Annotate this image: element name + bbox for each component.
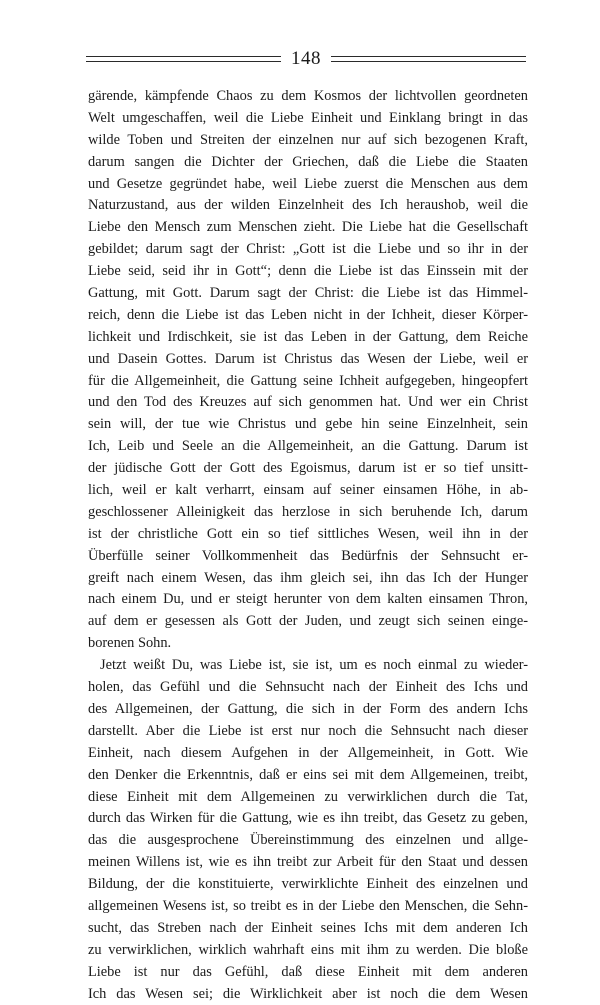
text-line: gebildet; darum sagt der Christ: „Gott ist die Liebe und so ihr in der <box>88 241 528 258</box>
text-line: lich, weil er kalt verharrt, einsam auf seiner einsamen Höhe, in ab- <box>88 482 528 499</box>
text-line: ist der christliche Gott ein so tief sittliches Wesen, weil ihn in der <box>88 525 528 542</box>
page-number: 148 <box>291 48 321 69</box>
text-line: Welt umgeschaffen, weil die Liebe Einheit und Einklang bringt in das <box>88 109 528 126</box>
text-line: Bildung, der die konstituierte, verwirklichte Einheit des einzelnen und <box>88 876 528 893</box>
text-line: Liebe ist nur das Gefühl, daß diese Einheit mit dem anderen <box>88 963 528 980</box>
text-line: Ich das Wesen sei; die Wirklichkeit aber ist noch die dem Wesen <box>88 985 528 1002</box>
text-line: Naturzustand, aus der wilden Einzelnheit des Ich heraushob, weil die <box>88 197 528 214</box>
text-line: Liebe den Mensch zum Menschen zieht. Die Liebe hat die Gesellschaft <box>88 219 528 236</box>
text-line: wilde Toben und Streiten der einzelnen nur auf sich bezogenen Kraft, <box>88 131 528 148</box>
text-line: für die Allgemeinheit, die Gattung seine Ichheit aufgegeben, hingeopfert <box>88 372 528 389</box>
text-line: Gattung, mit Gott. Darum sagt der Christ: die Liebe ist das Himmel- <box>88 285 528 302</box>
text-line: greift nach einem Wesen, das ihm gleich sei, ihn das Ich der Hunger <box>88 569 528 586</box>
text-line: meinen Willens ist, wie es ihn treibt zur Arbeit für den Staat und dessen <box>88 854 528 871</box>
text-line: Liebe seid, seid ihr in Gott“; denn die Liebe ist das Einssein mit der <box>88 263 528 280</box>
text-line: reich, denn die Liebe ist das Leben nicht in der Ichheit, dieser Körper- <box>88 306 528 323</box>
header-rule-left <box>86 56 281 62</box>
text-line: holen, das Gefühl und die Sehnsucht nach der Einheit des Ichs und <box>88 679 528 696</box>
text-line: und Gesetze gegründet habe, weil Liebe zuerst die Menschen aus dem <box>88 175 528 192</box>
text-line: der jüdische Gott der Gott des Egoismus, darum ist er so tief unsitt- <box>88 460 528 477</box>
text-line: sucht, das Streben nach der Einheit seines Ichs mit dem anderen Ich <box>88 919 528 936</box>
text-line: sein will, der tue wie Christus und gebe hin seine Einzelnheit, sein <box>88 416 528 433</box>
text-line: und den Tod des Kreuzes auf sich genommen hat. Und wer ein Christ <box>88 394 528 411</box>
text-line: Jetzt weißt Du, was Liebe ist, sie ist, um es noch einmal zu wieder- <box>100 657 528 674</box>
text-line: Einheit, nach diesem Aufgehen in der Allgemeinheit, in Gott. Wie <box>88 744 528 761</box>
text-line: darstellt. Aber die Liebe ist erst nur noch die Sehnsucht nach dieser <box>88 722 528 739</box>
text-line: Ich, Leib und Seele an die Allgemeinheit, an die Gattung. Darum ist <box>88 438 528 455</box>
text-line: und Dasein Gottes. Darum ist Christus das Wesen der Liebe, weil er <box>88 350 528 367</box>
text-line: borenen Sohn. <box>88 635 172 652</box>
text-line: auf dem er gesessen als Gott der Juden, und zeugt sich seinen einge- <box>88 613 528 630</box>
text-line: geschlossener Alleinigkeit das herzlose in sich beruhende Ich, darum <box>88 503 528 520</box>
text-line: lichkeit und Irdischkeit, sie ist das Leben in der Gattung, dem Reiche <box>88 328 528 345</box>
text-line: das die ausgesprochene Übereinstimmung des einzelnen und allge- <box>88 832 528 849</box>
text-line: gärende, kämpfende Chaos zu dem Kosmos der lichtvollen geordneten <box>88 88 528 104</box>
text-line: allgemeinen Wesens ist, so treibt es in der Liebe den Menschen, die Sehn- <box>88 897 528 914</box>
text-line: nach einem Du, und er steigt herunter von dem kalten einsamen Thron, <box>88 591 528 608</box>
header-rule-right <box>331 56 526 62</box>
text-line: den Denker die Erkenntnis, daß er eins sei mit dem Allgemeinen, treibt, <box>88 766 528 783</box>
page-header <box>86 44 526 74</box>
text-line: des Allgemeinen, der Gattung, die sich in der Form des andern Ichs <box>88 700 528 717</box>
body-text <box>88 86 528 1005</box>
text-line: durch das Wirken für die Gattung, wie es ihn treibt, das Gesetz zu geben, <box>88 810 528 827</box>
text-line: zu verwirklichen, wirklich wahrhaft eins mit ihm zu werden. Die bloße <box>88 941 528 958</box>
text-line: Überfülle seiner Vollkommenheit das Bedürfnis der Sehnsucht er- <box>88 547 528 564</box>
text-line: darum sangen die Dichter der Griechen, daß die Liebe die Staaten <box>88 153 528 170</box>
text-line: diese Einheit mit dem Allgemeinen zu verwirklichen durch die Tat, <box>88 788 528 805</box>
